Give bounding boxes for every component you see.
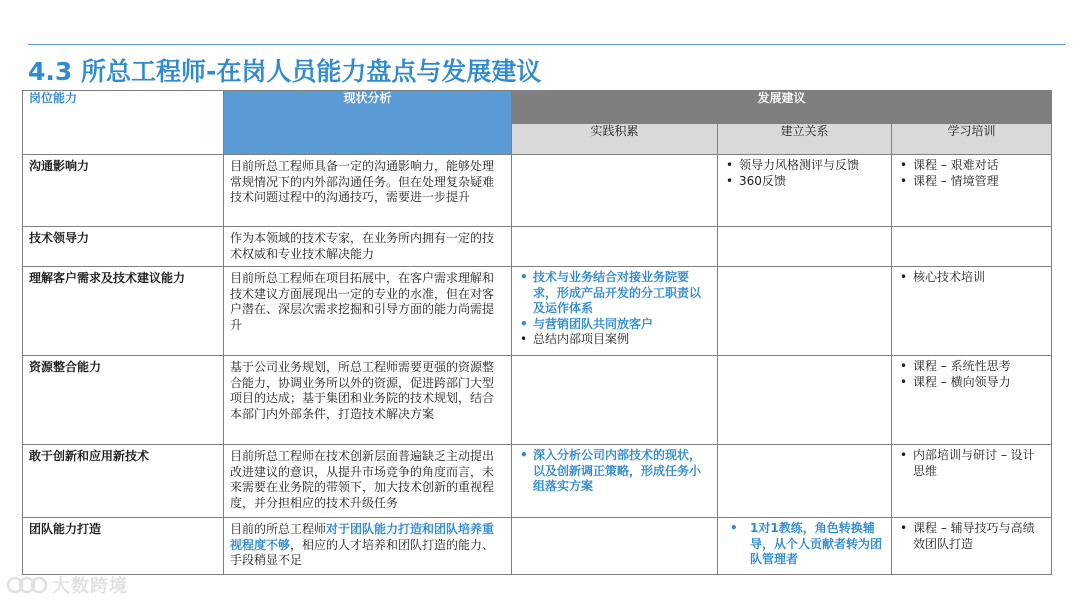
header-status: 现状分析 [224, 91, 512, 155]
header-training: 学习培训 [892, 124, 1052, 155]
list-item: • 课程 – 横向领导力 [898, 375, 1045, 391]
list-item: • 360反馈 [724, 174, 885, 190]
table-row [23, 267, 1052, 356]
header-relation: 建立关系 [718, 124, 892, 155]
status-text: 目前的所总工程师 [230, 522, 327, 536]
training-cell [892, 267, 1052, 356]
ability-cell: 理解客户需求及技术建议能力 [23, 267, 224, 356]
relation-cell [718, 356, 892, 445]
ability-cell: 沟通影响力 [23, 155, 224, 227]
relation-cell [718, 445, 892, 518]
header-development: 发展建议 [512, 91, 1052, 124]
table-row [23, 227, 1052, 267]
table-row [23, 356, 1052, 445]
practice-cell [512, 445, 718, 518]
practice-cell [512, 267, 718, 356]
page-title: 4.3 所总工程师-在岗人员能力盘点与发展建议 [28, 57, 542, 86]
list-item: • 课程 – 系统性思考 [898, 359, 1045, 375]
watermark-text: 大数跨境 [52, 576, 128, 597]
status-cell: 目前所总工程师具备一定的沟通影响力，能够处理常规情况下的内外部沟通任务。但在处理复杂疑难技术问题过程中的沟通技巧，需要进一步提升 [224, 155, 512, 227]
table-row [23, 518, 1052, 575]
list-item: • 核心技术培训 [898, 270, 1045, 286]
training-cell [892, 445, 1052, 518]
status-cell: 目前所总工程师在技术创新层面普遍缺乏主动提出改进建议的意识，从提升市场竞争的角度而言，未来需要在业务院的带领下，加大技术创新的重视程度，并分担相应的技术升级任务 [224, 445, 512, 518]
status-highlight: 对于团队能力打造和团队培养重视程度不够 [230, 522, 495, 552]
status-text: ，相应的人才培养和团队打造的能力、手段稍显不足 [230, 537, 495, 567]
list-item: • 1对1教练，角色转换辅导，从个人贡献者转为团队管理者 [724, 521, 885, 568]
practice-cell [512, 227, 718, 267]
practice-cell [512, 356, 718, 445]
ability-cell: 技术领导力 [23, 227, 224, 267]
training-cell [892, 518, 1052, 575]
ability-cell: 团队能力打造 [23, 518, 224, 575]
status-cell: 目前所总工程师在项目拓展中，在客户需求理解和技术建议方面展现出一定的专业的水准，但在对客户潜在、深层次需求挖掘和引导方面的能力尚需提升 [224, 267, 512, 356]
training-cell [892, 155, 1052, 227]
top-rule [28, 44, 1065, 45]
list-item: • 课程 – 辅导技巧与高绩效团队打造 [898, 521, 1045, 552]
status-cell: 作为本领域的技术专家，在业务所内拥有一定的技术权威和专业技术解决能力 [224, 227, 512, 267]
list-item: • 深入分析公司内部技术的现状，以及创新调正策略，形成任务小组落实方案 [518, 448, 711, 495]
list-item: • 内部培训与研讨 – 设计思维 [898, 448, 1045, 479]
list-item: • 课程 – 艰难对话 [898, 158, 1045, 174]
ability-cell: 资源整合能力 [23, 356, 224, 445]
relation-cell [718, 227, 892, 267]
header-ability: 岗位能力 [23, 91, 224, 155]
status-cell [224, 518, 512, 575]
ability-matrix-table [22, 90, 1052, 575]
list-item: • 领导力风格测评与反馈 [724, 158, 885, 174]
training-cell [892, 356, 1052, 445]
relation-cell [718, 155, 892, 227]
header-practice: 实践积累 [512, 124, 718, 155]
list-item: • 总结内部项目案例 [518, 332, 711, 348]
brand-logo-icon [6, 574, 48, 596]
practice-cell [512, 155, 718, 227]
ability-cell: 敢于创新和应用新技术 [23, 445, 224, 518]
relation-cell [718, 267, 892, 356]
table-row [23, 445, 1052, 518]
training-cell [892, 227, 1052, 267]
relation-cell [718, 518, 892, 575]
list-item: • 技术与业务结合对接业务院要求，形成产品开发的分工职责以及运作体系 [518, 270, 711, 317]
list-item: • 与营销团队共同放客户 [518, 317, 711, 333]
practice-cell [512, 518, 718, 575]
watermark [6, 572, 128, 598]
table-row [23, 155, 1052, 227]
status-cell: 基于公司业务规划，所总工程师需要更强的资源整合能力，协调业务所以外的资源，促进跨部门大型项目的达成；基于集团和业务院的技术规划，结合本部门内外部条件，打造技术解决方案 [224, 356, 512, 445]
list-item: • 课程 – 情境管理 [898, 174, 1045, 190]
